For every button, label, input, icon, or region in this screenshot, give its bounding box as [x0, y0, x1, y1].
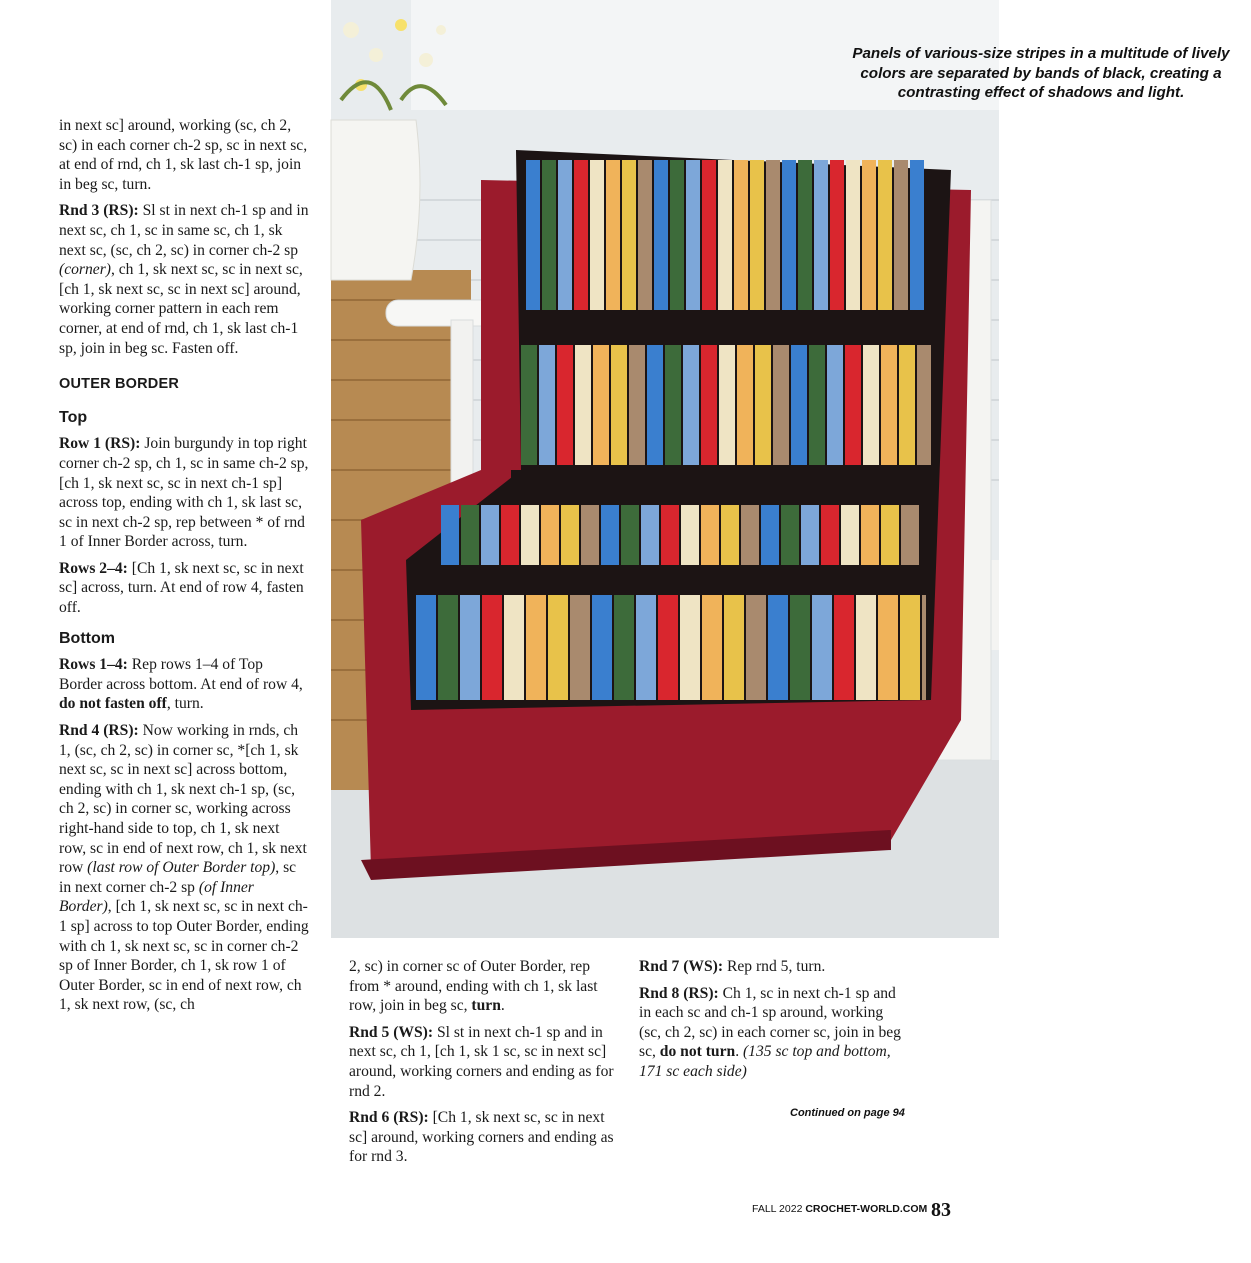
paragraph-rnd7: Rnd 7 (WS): Rep rnd 5, turn. [639, 958, 826, 975]
step-label: Rnd 4 (RS): [59, 722, 139, 740]
yarn-stripe [773, 345, 789, 465]
yarn-stripe [812, 595, 832, 700]
yarn-stripe [575, 345, 591, 465]
yarn-stripe [592, 595, 612, 700]
paragraph-row1: Row 1 (RS): Join burgundy in top right corner ch-2 sp, ch 1, sc in same ch-2 sp, [ch 1, sk next sc, sc in next ch-1 sp] across top, ending with ch 1, sk last sc, sc in next ch-2 sp, rep between * of rnd 1 of Inner Border across, turn. [59, 435, 309, 551]
yarn-stripe [504, 595, 524, 700]
yarn-stripe [701, 345, 717, 465]
step-label: Rnd 8 (RS): [639, 984, 719, 1002]
page-footer [752, 1203, 927, 1215]
yarn-stripe [861, 505, 879, 565]
yarn-stripe [922, 595, 926, 700]
paragraph-rnd5: Rnd 5 (WS): Sl st in next ch-1 sp and in next sc, ch 1, [ch 1, sk 1 sc, sc in next sc] around, working corners and ending as for rnd 2. [349, 1023, 614, 1100]
yarn-stripe [719, 345, 735, 465]
yarn-stripe [558, 160, 572, 310]
yarn-stripe [541, 505, 559, 565]
yarn-stripe [900, 595, 920, 700]
paragraph-rnd4: Rnd 4 (RS): Now working in rnds, ch 1, (sc, ch 2, sc) in corner sc, *[ch 1, sk next sc, sc in next sc] across bottom, ending with ch 1, sk next ch-1 sp, (sc, ch 2, sc) in corner sc, working across right-hand side to top, ch 1, sk next row, sc in end of next row, ch 1, sk next row (last row of Outer Border top), sc in next corner ch-2 sp (of Inner Border), [ch 1, sk next sc, sc in next ch-1 sp] across to top Outer Border, ending with ch 1, sk next sc, sc in corner ch-2 sp of Inner Border, ch 1, sk row 1 of Outer Border, sc in end of next row, ch 1, sk next row, (sc, ch [59, 722, 309, 1014]
yarn-stripe [601, 505, 619, 565]
yarn-stripe [680, 595, 700, 700]
yarn-stripe [481, 505, 499, 565]
yarn-stripe [809, 345, 825, 465]
yarn-stripe [718, 160, 732, 310]
yarn-stripe [482, 595, 502, 700]
yarn-stripe [647, 345, 663, 465]
yarn-stripe [593, 345, 609, 465]
yarn-stripe [830, 160, 844, 310]
yarn-stripe [901, 505, 919, 565]
yarn-stripe [461, 505, 479, 565]
yarn-stripe [658, 595, 678, 700]
yarn-stripe [638, 160, 652, 310]
step-label: Rnd 6 (RS): [349, 1109, 429, 1127]
text-column-middle [349, 957, 615, 1174]
yarn-stripe [881, 505, 899, 565]
paragraph-rows2-4: Rows 2–4: [Ch 1, sk next sc, sc in next sc] across, turn. At end of row 4, fasten off. [59, 559, 304, 617]
yarn-stripe [782, 160, 796, 310]
subheading-top: Top [59, 408, 88, 426]
yarn-stripe [641, 505, 659, 565]
paragraph-rnd3: Rnd 3 (RS): Sl st in next ch-1 sp and in next sc, ch 1, sc in same sc, ch 1, sk next sc, (sc, ch 2, sc) in corner ch-2 sp (corner), ch 1, sk next sc, sc in next sc, [ch 1, sk next sc, sc in next sc] around, working corner pattern in each rem corner, at end of rnd, ch 1, sk last ch-1 sp, join in beg sc. Fasten off. [59, 202, 309, 357]
yarn-stripe [539, 345, 555, 465]
yarn-stripe [821, 505, 839, 565]
yarn-stripe [845, 345, 861, 465]
step-label: Rows 2–4: [59, 559, 128, 577]
yarn-stripe [441, 505, 459, 565]
yarn-stripe [741, 505, 759, 565]
yarn-stripe [814, 160, 828, 310]
yarn-stripe [834, 595, 854, 700]
yarn-stripe [801, 505, 819, 565]
yarn-stripe [606, 160, 620, 310]
photo-caption: Panels of various-size stripes in a multitude of lively colors are separated by bands of black, creating a contrasting effect of shadows and light. [852, 45, 1230, 101]
yarn-stripe [737, 345, 753, 465]
yarn-stripe [561, 505, 579, 565]
yarn-stripe [750, 160, 764, 310]
yarn-stripe [863, 345, 879, 465]
yarn-stripe [661, 505, 679, 565]
afghan-illustration [331, 0, 999, 938]
step-label: Row 1 (RS): [59, 435, 141, 453]
yarn-stripe [460, 595, 480, 700]
yarn-stripe [636, 595, 656, 700]
yarn-stripe [521, 505, 539, 565]
yarn-stripe [614, 595, 634, 700]
yarn-stripe [611, 345, 627, 465]
yarn-stripe [548, 595, 568, 700]
text-column-right [639, 957, 907, 1089]
continued-note: Continued on page 94 [790, 1107, 905, 1119]
subheading-bottom: Bottom [59, 629, 115, 647]
yarn-stripe [629, 345, 645, 465]
yarn-stripe [791, 345, 807, 465]
yarn-stripe [746, 595, 766, 700]
yarn-stripe [438, 595, 458, 700]
step-label: Rows 1–4: [59, 656, 128, 674]
yarn-stripe [899, 345, 915, 465]
issue-label: FALL 2022 [752, 1203, 806, 1215]
yarn-stripe [878, 595, 898, 700]
yarn-stripe [654, 160, 668, 310]
yarn-stripe [526, 160, 540, 310]
yarn-stripe [590, 160, 604, 310]
yarn-stripe [683, 345, 699, 465]
yarn-stripe [724, 595, 744, 700]
yarn-stripe [574, 160, 588, 310]
yarn-stripe [910, 160, 924, 310]
yarn-stripe [862, 160, 876, 310]
yarn-stripe [781, 505, 799, 565]
yarn-stripe [766, 160, 780, 310]
yarn-stripe [856, 595, 876, 700]
yarn-stripe [702, 595, 722, 700]
yarn-stripe [686, 160, 700, 310]
yarn-stripe [841, 505, 859, 565]
yarn-stripe [416, 595, 436, 700]
yarn-stripe [557, 345, 573, 465]
yarn-stripe [581, 505, 599, 565]
paragraph-rnd8: Rnd 8 (RS): Ch 1, sc in next ch-1 sp and in each sc and ch-1 sp around, working (sc, ch 2, sc) in each corner sc, join in beg sc, do not turn. (135 sc top and bottom, 171 sc each side) [639, 984, 901, 1080]
paragraph: 2, sc) in corner sc of Outer Border, rep from * around, ending with ch 1, sk last row, join in beg sc, turn. [349, 958, 598, 1015]
yarn-stripe [622, 160, 636, 310]
step-label: Rnd 7 (WS): [639, 958, 724, 975]
yarn-stripe [755, 345, 771, 465]
yarn-stripe [846, 160, 860, 310]
yarn-stripe [917, 345, 931, 465]
yarn-stripe [702, 160, 716, 310]
afghan-photo [331, 0, 1230, 938]
yarn-stripe [827, 345, 843, 465]
yarn-stripe [681, 505, 699, 565]
yarn-stripe [790, 595, 810, 700]
paragraph-rnd6: Rnd 6 (RS): [Ch 1, sk next sc, sc in next sc] around, working corners and ending as for rnd 3. [349, 1109, 614, 1166]
site-name: CROCHET-WORLD.COM [805, 1203, 928, 1215]
yarn-stripe [570, 595, 590, 700]
yarn-stripe [501, 505, 519, 565]
text-column-left [59, 116, 309, 1022]
paragraph-bottom-rows: Rows 1–4: Rep rows 1–4 of Top Border across bottom. At end of row 4, do not fasten off, turn. [59, 656, 303, 713]
yarn-stripe [761, 505, 779, 565]
yarn-stripe [734, 160, 748, 310]
yarn-stripe [894, 160, 908, 310]
paragraph: in next sc] around, working (sc, ch 2, sc) in each corner ch-2 sp, sc in next sc, at end of rnd, ch 1, sk last ch-1 sp, join in beg sc, turn. [59, 117, 308, 193]
section-heading-outer-border: OUTER BORDER [59, 376, 180, 393]
yarn-stripe [878, 160, 892, 310]
yarn-stripe [701, 505, 719, 565]
yarn-stripe [721, 505, 739, 565]
yarn-stripe [798, 160, 812, 310]
page-number: 83 [931, 1199, 951, 1221]
yarn-stripe [621, 505, 639, 565]
yarn-stripe [670, 160, 684, 310]
yarn-stripe [526, 595, 546, 700]
yarn-stripe [521, 345, 537, 465]
yarn-stripe [768, 595, 788, 700]
step-label: Rnd 3 (RS): [59, 202, 139, 220]
step-label: Rnd 5 (WS): [349, 1023, 434, 1041]
yarn-stripe [665, 345, 681, 465]
yarn-stripe [542, 160, 556, 310]
yarn-stripe [881, 345, 897, 465]
